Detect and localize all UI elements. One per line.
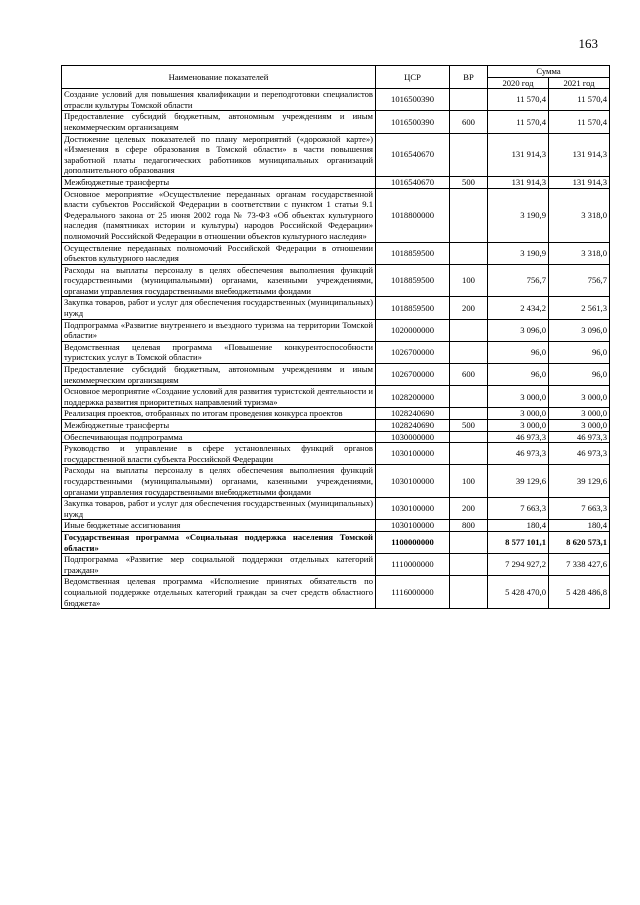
- row-sum-2020-cell: 3 096,0: [488, 319, 549, 341]
- row-sum-2021-cell: 46 973,3: [549, 431, 610, 443]
- row-name-cell: Предоставление субсидий бюджетным, автономным учреждениям и иным некоммерческим организациям: [62, 364, 376, 386]
- row-name-cell: Обеспечивающая подпрограмма: [62, 431, 376, 443]
- row-name-cell: Ведомственная целевая программа «Повышение конкурентоспособности туристских услуг в Томской области»: [62, 341, 376, 363]
- row-code-cell: 1020000000: [376, 319, 450, 341]
- row-name-cell: Закупка товаров, работ и услуг для обеспечения государственных (муниципальных) нужд: [62, 498, 376, 520]
- table-row: [62, 264, 610, 297]
- row-sum-2020-cell: 46 973,3: [488, 443, 549, 465]
- row-vr-cell: [450, 554, 488, 576]
- row-name-cell: Иные бюджетные ассигнования: [62, 520, 376, 532]
- row-sum-2021-cell: 756,7: [549, 264, 610, 297]
- row-sum-2020-cell: 7 294 927,2: [488, 554, 549, 576]
- row-vr-cell: [450, 576, 488, 609]
- row-vr-cell: [450, 341, 488, 363]
- row-code-cell: 1016500390: [376, 89, 450, 111]
- row-vr-cell: [450, 242, 488, 264]
- table-row: [62, 554, 610, 576]
- row-code-cell: 1026700000: [376, 341, 450, 363]
- page-number: 163: [578, 36, 598, 51]
- row-sum-2021-cell: 7 663,3: [549, 498, 610, 520]
- row-vr-cell: 600: [450, 111, 488, 133]
- table-row: [62, 443, 610, 465]
- row-sum-2021-cell: 3 096,0: [549, 319, 610, 341]
- row-vr-cell: [450, 89, 488, 111]
- header-sum: Сумма: [488, 66, 610, 78]
- row-sum-2021-cell: 39 129,6: [549, 465, 610, 498]
- row-name-cell: Предоставление субсидий бюджетным, автономным учреждениям и иным некоммерческим организациям: [62, 111, 376, 133]
- row-sum-2020-cell: 8 577 101,1: [488, 531, 549, 553]
- row-sum-2020-cell: 3 000,0: [488, 386, 549, 408]
- row-name-cell: Расходы на выплаты персоналу в целях обеспечения выполнения функций государственными (муниципальными) органами, казенными учреждениями, органами управления государственными внебюджетными фондами: [62, 264, 376, 297]
- row-name-cell: Межбюджетные трансферты: [62, 176, 376, 188]
- row-code-cell: 1110000000: [376, 554, 450, 576]
- row-sum-2020-cell: 7 663,3: [488, 498, 549, 520]
- row-name-cell: Осуществление переданных полномочий Российской Федерации в отношении объектов культурного наследия: [62, 242, 376, 264]
- table-row: [62, 465, 610, 498]
- row-code-cell: 1016500390: [376, 111, 450, 133]
- row-sum-2021-cell: 7 338 427,6: [549, 554, 610, 576]
- row-sum-2020-cell: 131 914,3: [488, 176, 549, 188]
- table-row: [62, 498, 610, 520]
- table-row: [62, 531, 610, 553]
- row-sum-2021-cell: 131 914,3: [549, 176, 610, 188]
- row-code-cell: 1016540670: [376, 133, 450, 176]
- table-row: [62, 133, 610, 176]
- row-vr-cell: [450, 319, 488, 341]
- row-code-cell: 1028200000: [376, 386, 450, 408]
- row-sum-2020-cell: 11 570,4: [488, 111, 549, 133]
- table-row: [62, 89, 610, 111]
- table-row: [62, 297, 610, 319]
- row-sum-2021-cell: 131 914,3: [549, 133, 610, 176]
- table-body: [62, 89, 610, 609]
- row-code-cell: 1018800000: [376, 188, 450, 242]
- row-vr-cell: 600: [450, 364, 488, 386]
- row-name-cell: Межбюджетные трансферты: [62, 420, 376, 432]
- row-sum-2021-cell: 11 570,4: [549, 111, 610, 133]
- row-sum-2020-cell: 5 428 470,0: [488, 576, 549, 609]
- header-year-2021: 2021 год: [549, 77, 610, 89]
- table-row: [62, 176, 610, 188]
- row-name-cell: Основное мероприятие «Создание условий для развития туристской деятельности и поддержка развития приоритетных направлений туризма»: [62, 386, 376, 408]
- row-code-cell: 1026700000: [376, 364, 450, 386]
- row-sum-2020-cell: 3 190,9: [488, 188, 549, 242]
- row-sum-2020-cell: 39 129,6: [488, 465, 549, 498]
- row-sum-2021-cell: 3 318,0: [549, 188, 610, 242]
- row-code-cell: 1018859500: [376, 242, 450, 264]
- row-sum-2021-cell: 3 318,0: [549, 242, 610, 264]
- row-sum-2020-cell: 2 434,2: [488, 297, 549, 319]
- row-sum-2021-cell: 8 620 573,1: [549, 531, 610, 553]
- table-row: [62, 188, 610, 242]
- row-sum-2020-cell: 756,7: [488, 264, 549, 297]
- budget-table: [61, 65, 610, 609]
- row-sum-2020-cell: 96,0: [488, 364, 549, 386]
- table-row: [62, 520, 610, 532]
- row-code-cell: 1018859500: [376, 297, 450, 319]
- row-sum-2020-cell: 46 973,3: [488, 431, 549, 443]
- row-sum-2020-cell: 3 000,0: [488, 408, 549, 420]
- row-vr-cell: 100: [450, 264, 488, 297]
- row-sum-2020-cell: 11 570,4: [488, 89, 549, 111]
- row-vr-cell: 200: [450, 498, 488, 520]
- row-code-cell: 1030100000: [376, 465, 450, 498]
- row-sum-2021-cell: 2 561,3: [549, 297, 610, 319]
- table-header: [62, 66, 610, 89]
- row-sum-2021-cell: 180,4: [549, 520, 610, 532]
- table-row: [62, 431, 610, 443]
- row-name-cell: Основное мероприятие «Осуществление переданных органам государственной власти субъектов Российской Федерации в соответствии с пунктом 1 статьи 9.1 Федерального закона от 25 июня 2002 года № 73-ФЗ «Об объектах культурного наследия (памятниках истории и культуры) народов Российской Федерации» полномочий Российской Федерации в отношении объектов культурного наследия»: [62, 188, 376, 242]
- row-code-cell: 1028240690: [376, 408, 450, 420]
- row-name-cell: Государственная программа «Социальная поддержка населения Томской области»: [62, 531, 376, 553]
- row-code-cell: 1016540670: [376, 176, 450, 188]
- row-sum-2021-cell: 3 000,0: [549, 386, 610, 408]
- row-name-cell: Достижение целевых показателей по плану мероприятий («дорожной карте») «Изменения в сфере образования в Томской области» в части повышения заработной платы педагогических работников муниципальных организаций дополнительного образования: [62, 133, 376, 176]
- row-code-cell: 1030000000: [376, 431, 450, 443]
- row-vr-cell: 800: [450, 520, 488, 532]
- row-name-cell: Создание условий для повышения квалификации и переподготовки специалистов отрасли культуры Томской области: [62, 89, 376, 111]
- row-code-cell: 1018859500: [376, 264, 450, 297]
- row-code-cell: 1030100000: [376, 520, 450, 532]
- row-sum-2021-cell: 96,0: [549, 341, 610, 363]
- row-vr-cell: [450, 386, 488, 408]
- row-code-cell: 1028240690: [376, 420, 450, 432]
- table-row: [62, 408, 610, 420]
- row-name-cell: Расходы на выплаты персоналу в целях обеспечения выполнения функций государственными (муниципальными) органами, казенными учреждениями, органами управления государственными внебюджетными фондами: [62, 465, 376, 498]
- table-row: [62, 386, 610, 408]
- row-sum-2020-cell: 3 000,0: [488, 420, 549, 432]
- row-code-cell: 1116000000: [376, 576, 450, 609]
- header-code: ЦСР: [376, 66, 450, 89]
- row-code-cell: 1100000000: [376, 531, 450, 553]
- row-sum-2021-cell: 11 570,4: [549, 89, 610, 111]
- table-row: [62, 242, 610, 264]
- row-vr-cell: 500: [450, 420, 488, 432]
- table-row: [62, 576, 610, 609]
- row-name-cell: Ведомственная целевая программа «Исполнение принятых обязательств по социальной поддержке отдельных категорий граждан за счет средств областного бюджета»: [62, 576, 376, 609]
- row-code-cell: 1030100000: [376, 498, 450, 520]
- row-vr-cell: [450, 133, 488, 176]
- header-year-2020: 2020 год: [488, 77, 549, 89]
- header-name: Наименование показателей: [62, 66, 376, 89]
- row-sum-2020-cell: 131 914,3: [488, 133, 549, 176]
- table-row: [62, 420, 610, 432]
- row-sum-2020-cell: 96,0: [488, 341, 549, 363]
- row-name-cell: Закупка товаров, работ и услуг для обеспечения государственных (муниципальных) нужд: [62, 297, 376, 319]
- row-name-cell: Подпрограмма «Развитие мер социальной поддержки отдельных категорий граждан»: [62, 554, 376, 576]
- row-code-cell: 1030100000: [376, 443, 450, 465]
- row-sum-2021-cell: 46 973,3: [549, 443, 610, 465]
- row-sum-2021-cell: 3 000,0: [549, 408, 610, 420]
- row-sum-2021-cell: 5 428 486,8: [549, 576, 610, 609]
- row-sum-2021-cell: 96,0: [549, 364, 610, 386]
- header-vr: ВР: [450, 66, 488, 89]
- table-row: [62, 319, 610, 341]
- row-name-cell: Подпрограмма «Развитие внутреннего и въездного туризма на территории Томской области»: [62, 319, 376, 341]
- row-name-cell: Руководство и управление в сфере установленных функций органов государственной власти субъекта Российской Федерации: [62, 443, 376, 465]
- row-vr-cell: [450, 531, 488, 553]
- row-name-cell: Реализация проектов, отобранных по итогам проведения конкурса проектов: [62, 408, 376, 420]
- row-sum-2021-cell: 3 000,0: [549, 420, 610, 432]
- table-row: [62, 341, 610, 363]
- row-vr-cell: [450, 408, 488, 420]
- row-sum-2020-cell: 3 190,9: [488, 242, 549, 264]
- table-row: [62, 111, 610, 133]
- row-vr-cell: 200: [450, 297, 488, 319]
- table-row: [62, 364, 610, 386]
- row-vr-cell: [450, 443, 488, 465]
- row-vr-cell: 500: [450, 176, 488, 188]
- row-sum-2020-cell: 180,4: [488, 520, 549, 532]
- row-vr-cell: [450, 431, 488, 443]
- row-vr-cell: [450, 188, 488, 242]
- row-vr-cell: 100: [450, 465, 488, 498]
